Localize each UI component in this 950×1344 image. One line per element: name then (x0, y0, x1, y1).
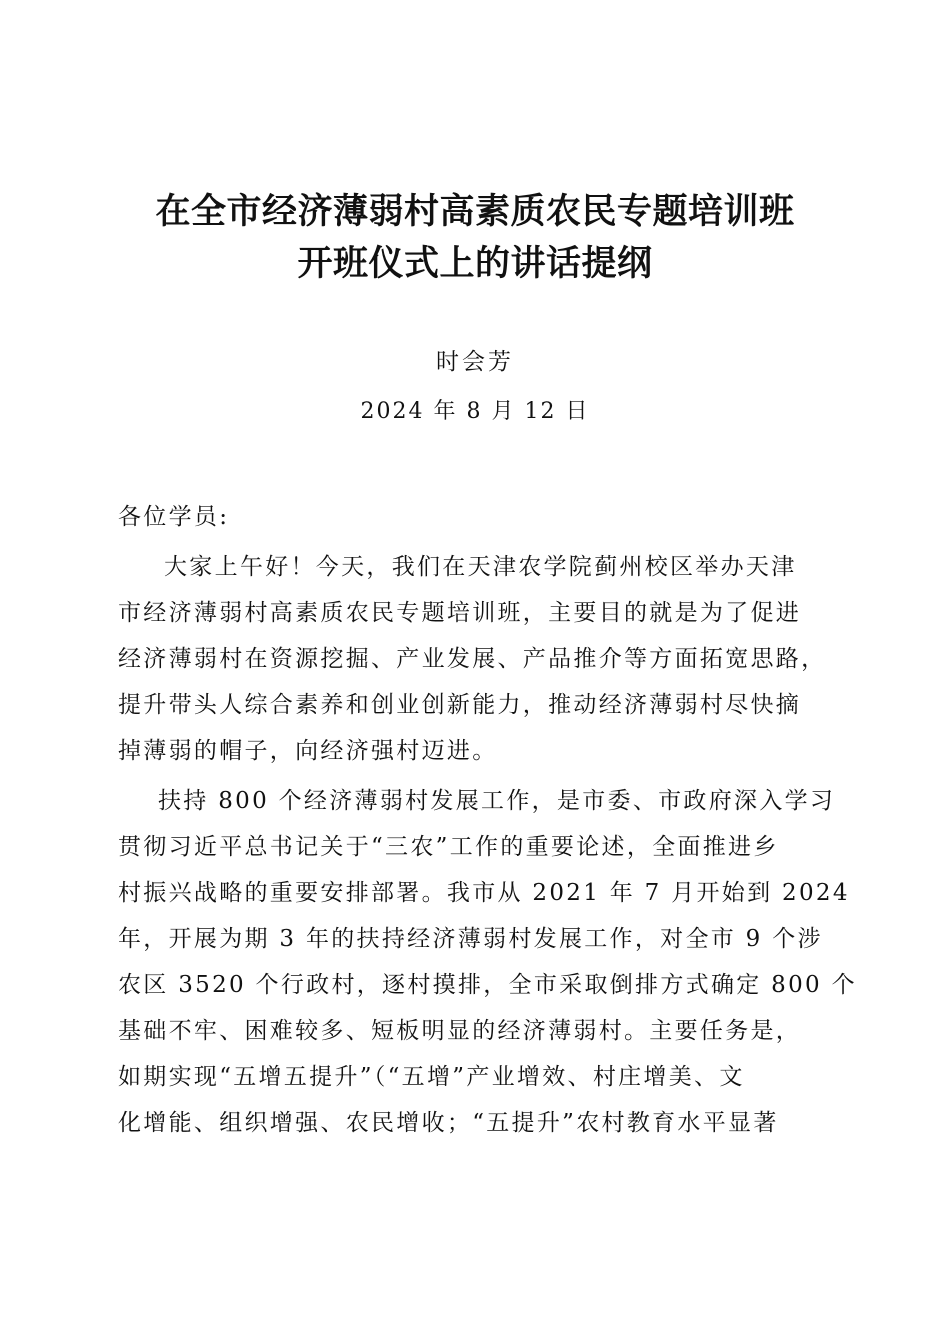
salutation: 各位学员: (118, 504, 230, 530)
document-body (118, 494, 857, 1146)
paragraph-line: 市经济薄弱村高素质农民专题培训班，主要目的就是为了促进 (118, 600, 802, 626)
paragraph-line: 扶持 800 个经济薄弱村发展工作，是市委、市政府深入学习 (158, 788, 836, 814)
paragraph-line: 化增能、组织增强、农民增收；“五提升”农村教育水平显著 (118, 1110, 779, 1136)
paragraph-line: 提升带头人综合素养和创业创新能力，推动经济薄弱村尽快摘 (118, 692, 802, 718)
paragraph-line: 村振兴战略的重要安排部署。我市从 2021 年 7 月开始到 2024 (118, 880, 850, 906)
speech-date: 2024 年 8 月 12 日 (360, 399, 590, 424)
paragraph-line: 掉薄弱的帽子，向经济强村迈进。 (118, 738, 498, 764)
paragraph-line: 年，开展为期 3 年的扶持经济薄弱村发展工作，对全市 9 个涉 (118, 926, 823, 952)
paragraph-2 (118, 778, 857, 1146)
paragraph-line: 大家上午好！今天，我们在天津农学院蓟州校区举办天津 (164, 554, 797, 580)
paragraph-line: 如期实现“五增五提升”（“五增”产业增效、村庄增美、文 (118, 1064, 745, 1090)
paragraph-line: 贯彻习近平总书记关于“三农”工作的重要论述，全面推进乡 (118, 834, 779, 860)
paragraph-line: 基础不牢、困难较多、短板明显的经济薄弱村。主要任务是， (118, 1018, 802, 1044)
paragraph-line: 农区 3520 个行政村，逐村摸排，全市采取倒排方式确定 800 个 (118, 972, 857, 998)
document-title (0, 186, 950, 290)
paragraph-line: 经济薄弱村在资源挖掘、产业发展、产品推介等方面拓宽思路， (118, 646, 827, 672)
title-line-2: 开班仪式上的讲话提纲 (297, 244, 653, 284)
title-line-1: 在全市经济薄弱村高素质农民专题培训班 (155, 192, 795, 232)
author-name: 时会芳 (436, 349, 514, 375)
paragraph-1 (118, 544, 838, 774)
